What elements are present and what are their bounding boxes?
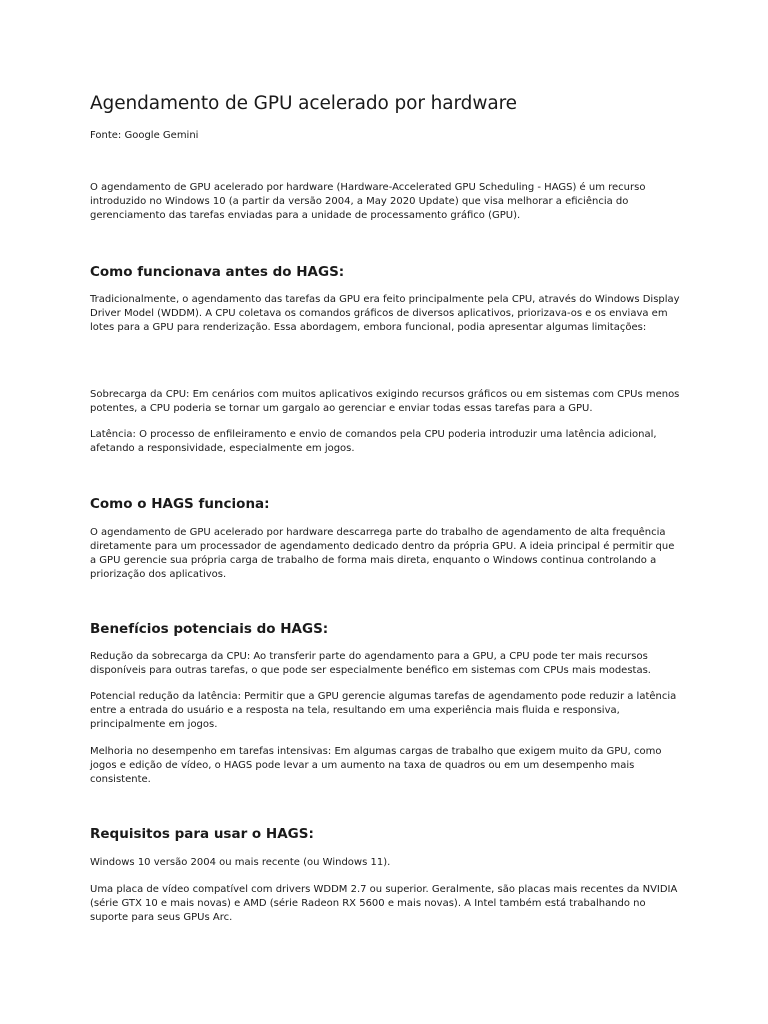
paragraph-how-hags-works: O agendamento de GPU acelerado por hardware descarrega parte do trabalho de agendamento de alta frequência diretamente para um processador de agendamento dedicado dentro da própria GPU. A ideia principal é permitir que a GPU gerencie sua própria carga de trabalho de forma mais direta, enquanto o Windows continua controlando a priorização dos aplicativos. <box>90 527 675 580</box>
paragraph-latency: Latência: O processo de enfileiramento e envio de comandos pela CPU poderia introduzir uma latência adicional, afetando a responsividade, especialmente em jogos. <box>90 429 657 454</box>
section-heading-before-hags: Como funcionava antes do HAGS: <box>90 264 345 280</box>
paragraph-cpu-overhead: Sobrecarga da CPU: Em cenários com muitos aplicativos exigindo recursos gráficos ou em sistemas com CPUs menos potentes, a CPU poderia se tornar um gargalo ao gerenciar e enviar todas essas tarefas para a GPU. <box>90 389 680 414</box>
paragraph-requirement-windows: Windows 10 versão 2004 ou mais recente (ou Windows 11). <box>90 857 391 868</box>
paragraph-before-hags-intro: Tradicionalmente, o agendamento das tarefas da GPU era feito principalmente pela CPU, através do Windows Display Driver Model (WDDM). A CPU coletava os comandos gráficos de diversos aplicativos, priorizava-os e os enviava em lotes para a GPU para renderização. Essa abordagem, embora funcional, podia apresentar algumas limitações: <box>90 294 680 333</box>
intro-paragraph: O agendamento de GPU acelerado por hardware (Hardware-Accelerated GPU Scheduling - HAGS) é um recurso introduzido no Windows 10 (a partir da versão 2004, a May 2020 Update) que visa melhorar a eficiência do gerenciamento das tarefas enviadas para a unidade de processamento gráfico (GPU). <box>90 182 646 221</box>
section-heading-benefits: Benefícios potenciais do HAGS: <box>90 621 329 637</box>
document-title: Agendamento de GPU acelerado por hardware <box>90 93 517 114</box>
section-heading-requirements: Requisitos para usar o HAGS: <box>90 826 314 842</box>
paragraph-benefit-latency: Potencial redução da latência: Permitir que a GPU gerencie algumas tarefas de agendamento pode reduzir a latência entre a entrada do usuário e a resposta na tela, resultando em uma experiência mais fluida e responsiva, principalmente em jogos. <box>90 691 677 730</box>
paragraph-requirement-gpu: Uma placa de vídeo compatível com drivers WDDM 2.7 ou superior. Geralmente, são placas mais recentes da NVIDIA (série GTX 10 e mais novas) e AMD (série Radeon RX 5600 e mais novas). A Intel também está trabalhando no suporte para seus GPUs Arc. <box>90 884 678 923</box>
source-line: Fonte: Google Gemini <box>90 130 199 141</box>
paragraph-benefit-performance: Melhoria no desempenho em tarefas intensivas: Em algumas cargas de trabalho que exigem muito da GPU, como jogos e edição de vídeo, o HAGS pode levar a um aumento na taxa de quadros ou em um desempenho mais consistente. <box>90 746 662 785</box>
paragraph-benefit-cpu: Redução da sobrecarga da CPU: Ao transferir parte do agendamento para a GPU, a CPU pode ter mais recursos disponíveis para outras tarefas, o que pode ser especialmente benéfico em sistemas com CPUs mais modestas. <box>90 651 651 676</box>
section-heading-how-hags-works: Como o HAGS funciona: <box>90 496 270 512</box>
